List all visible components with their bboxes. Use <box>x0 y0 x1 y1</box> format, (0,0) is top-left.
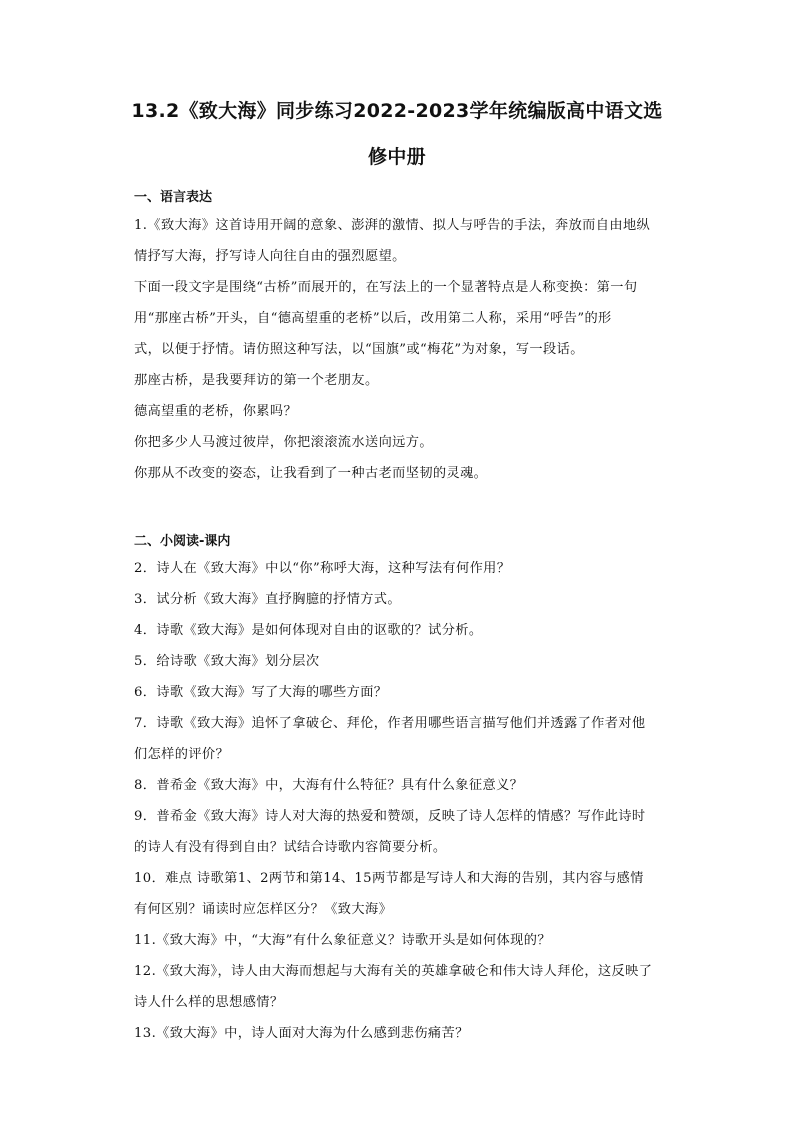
text-line: 用“那座古桥”开头，自“德高望重的老桥”以后，改用第二人称，采用“呼告”的形 <box>134 311 612 326</box>
text-line: 德高望重的老桥，你累吗？ <box>134 404 298 419</box>
section-heading-language-expression: 一、语言表达 <box>134 190 213 205</box>
question-item: 11.《致大海》中，“大海”有什么象征意义？诗歌开头是如何体现的？ <box>134 933 551 948</box>
question-item-continued: 们怎样的评价？ <box>134 747 230 762</box>
text-line: 情抒写大海，抒写诗人向往自由的强烈愿望。 <box>134 249 406 264</box>
question-item: 12.《致大海》，诗人由大海而想起与大海有关的英雄拿破仑和伟大诗人拜伦，这反映了 <box>134 964 653 979</box>
question-item-continued: 的诗人有没有得到自由？试结合诗歌内容简要分析。 <box>134 840 447 855</box>
text-line: 1.《致大海》这首诗用开阔的意象、澎湃的激情、拟人与呼告的手法，奔放而自由地纵 <box>134 218 651 233</box>
question-item: 9．普希金《致大海》诗人对大海的热爱和赞颂，反映了诗人怎样的情感？写作此诗时 <box>134 809 646 824</box>
question-item: 4．诗歌《致大海》是如何体现对自由的讴歌的？试分析。 <box>134 623 483 638</box>
text-line: 下面一段文字是围绕“古桥”而展开的，在写法上的一个显著特点是人称变换：第一句 <box>134 280 638 295</box>
document-title-line-1: 13.2《致大海》同步练习2022-2023学年统编版高中语文选 <box>131 100 663 122</box>
text-line: 那座古桥，是我要拜访的第一个老朋友。 <box>134 373 379 388</box>
question-item: 6．诗歌《致大海》写了大海的哪些方面？ <box>134 685 388 700</box>
question-item: 13.《致大海》中，诗人面对大海为什么感到悲伤痛苦？ <box>134 1026 469 1041</box>
text-line: 式，以便于抒情。请仿照这种写法，以“国旗”或“梅花”为对象，写一段话。 <box>134 342 584 357</box>
question-item: 5．给诗歌《致大海》划分层次 <box>134 654 320 669</box>
text-line: 你那从不改变的姿态，让我看到了一种古老而坚韧的灵魂。 <box>134 466 488 481</box>
document-title-line-2: 修中册 <box>368 146 426 168</box>
question-item: 2．诗人在《致大海》中以“你”称呼大海，这种写法有何作用？ <box>134 561 511 576</box>
question-item: 3．试分析《致大海》直抒胸臆的抒情方式。 <box>134 592 401 607</box>
question-item: 7．诗歌《致大海》追怀了拿破仑、拜伦，作者用哪些语言描写他们并透露了作者对他 <box>134 716 646 731</box>
question-item: 10．难点 诗歌第1、2两节和第14、15两节都是写诗人和大海的告别，其内容与感情 <box>134 871 644 886</box>
question-item-continued: 有何区别？诵读时应怎样区分？《致大海》 <box>134 902 393 917</box>
question-item-continued: 诗人什么样的思想感情？ <box>134 995 284 1010</box>
question-item: 8．普希金《致大海》中，大海有什么特征？具有什么象征意义？ <box>134 778 524 793</box>
section-heading-short-reading: 二、小阅读-课内 <box>134 534 231 549</box>
text-line: 你把多少人马渡过彼岸，你把滚滚流水送向远方。 <box>134 435 433 450</box>
